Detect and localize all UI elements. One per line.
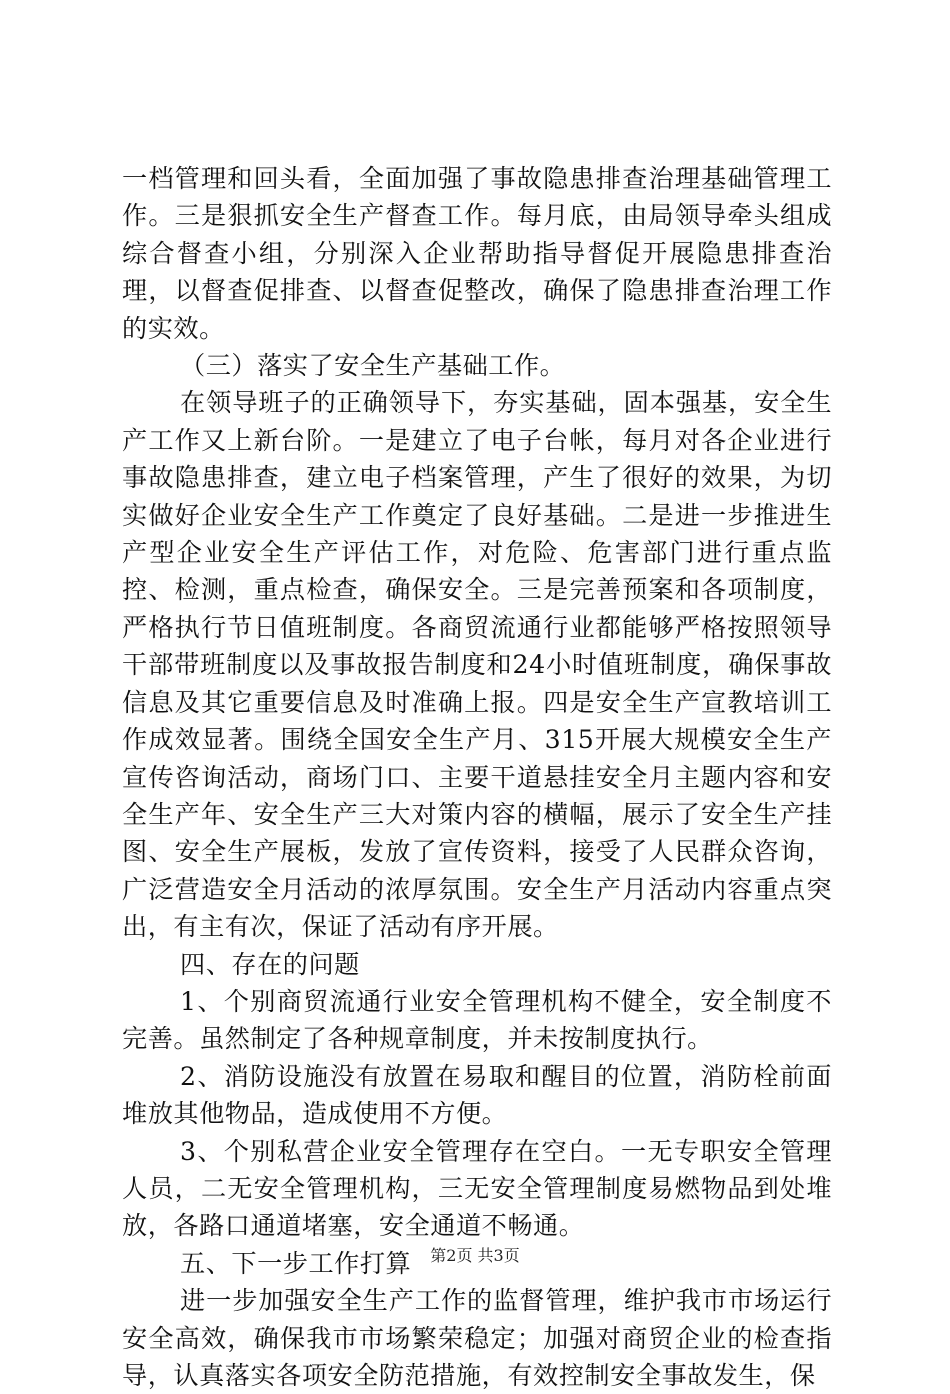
page-number-footer: 第2页 共3页 xyxy=(430,1246,520,1265)
section-heading-foundation-work: （三）落实了安全生产基础工作。 xyxy=(180,351,566,381)
document-body xyxy=(122,160,832,1394)
section-heading-problems: 四、存在的问题 xyxy=(180,949,360,979)
paragraph-foundation-work: 在领导班子的正确领导下，夯实基础，固本强基，安全生产工作又上新台阶。一是建立了电子台帐，每月对各企业进行事故隐患排查，建立电子档案管理，产生了很好的效果，为切实做好企业安全生产工作奠定了良好基础。二是进一步推进生产型企业安全生产评估工作，对危险、危害部门进行重点监控、检测，重点检查，确保安全。三是完善预案和各项制度，严格执行节日值班制度。各商贸流通行业都能够严格按照领导干部带班制度以及事故报告制度和24小时值班制度，确保事故信息及其它重要信息及时准确上报。四是安全生产宣教培训工作成效显著。围绕全国安全生产月、315开展大规模安全生产宣传咨询活动，商场门口、主要干道悬挂安全月主题内容和安全生产年、安全生产三大对策内容的横幅，展示了安全生产挂图、安全生产展板，发放了宣传资料，接受了人民群众咨询，广泛营造安全月活动的浓厚氛围。安全生产月活动内容重点突出，有主有次，保证了活动有序开展。 xyxy=(122,388,832,942)
problem-item-2: 2、消防设施没有放置在易取和醒目的位置，消防栓前面堆放其他物品，造成使用不方便。 xyxy=(122,1061,832,1129)
section-heading-next-steps: 五、下一步工作打算 xyxy=(180,1248,412,1278)
paragraph-next-steps: 进一步加强安全生产工作的监督管理，维护我市市场运行安全高效，确保我市市场繁荣稳定；加强对商贸企业的检查指导，认真落实各项安全防范措施，有效控制安全事故发生，保 xyxy=(122,1286,832,1390)
problem-item-3: 3、个别私营企业安全管理存在空白。一无专职安全管理人员，二无安全管理机构，三无安全管理制度易燃物品到处堆放，各路口通道堵塞，安全通道不畅通。 xyxy=(122,1136,832,1241)
problem-item-1: 1、个别商贸流通行业安全管理机构不健全，安全制度不完善。虽然制定了各种规章制度，并未按制度执行。 xyxy=(122,986,832,1054)
paragraph-continuation: 一档管理和回头看，全面加强了事故隐患排查治理基础管理工作。三是狠抓安全生产督查工作。每月底，由局领导牵头组成综合督查小组，分别深入企业帮助指导督促开展隐患排查治理，以督查促排查、以督查促整改，确保了隐患排查治理工作的实效。 xyxy=(122,164,832,343)
